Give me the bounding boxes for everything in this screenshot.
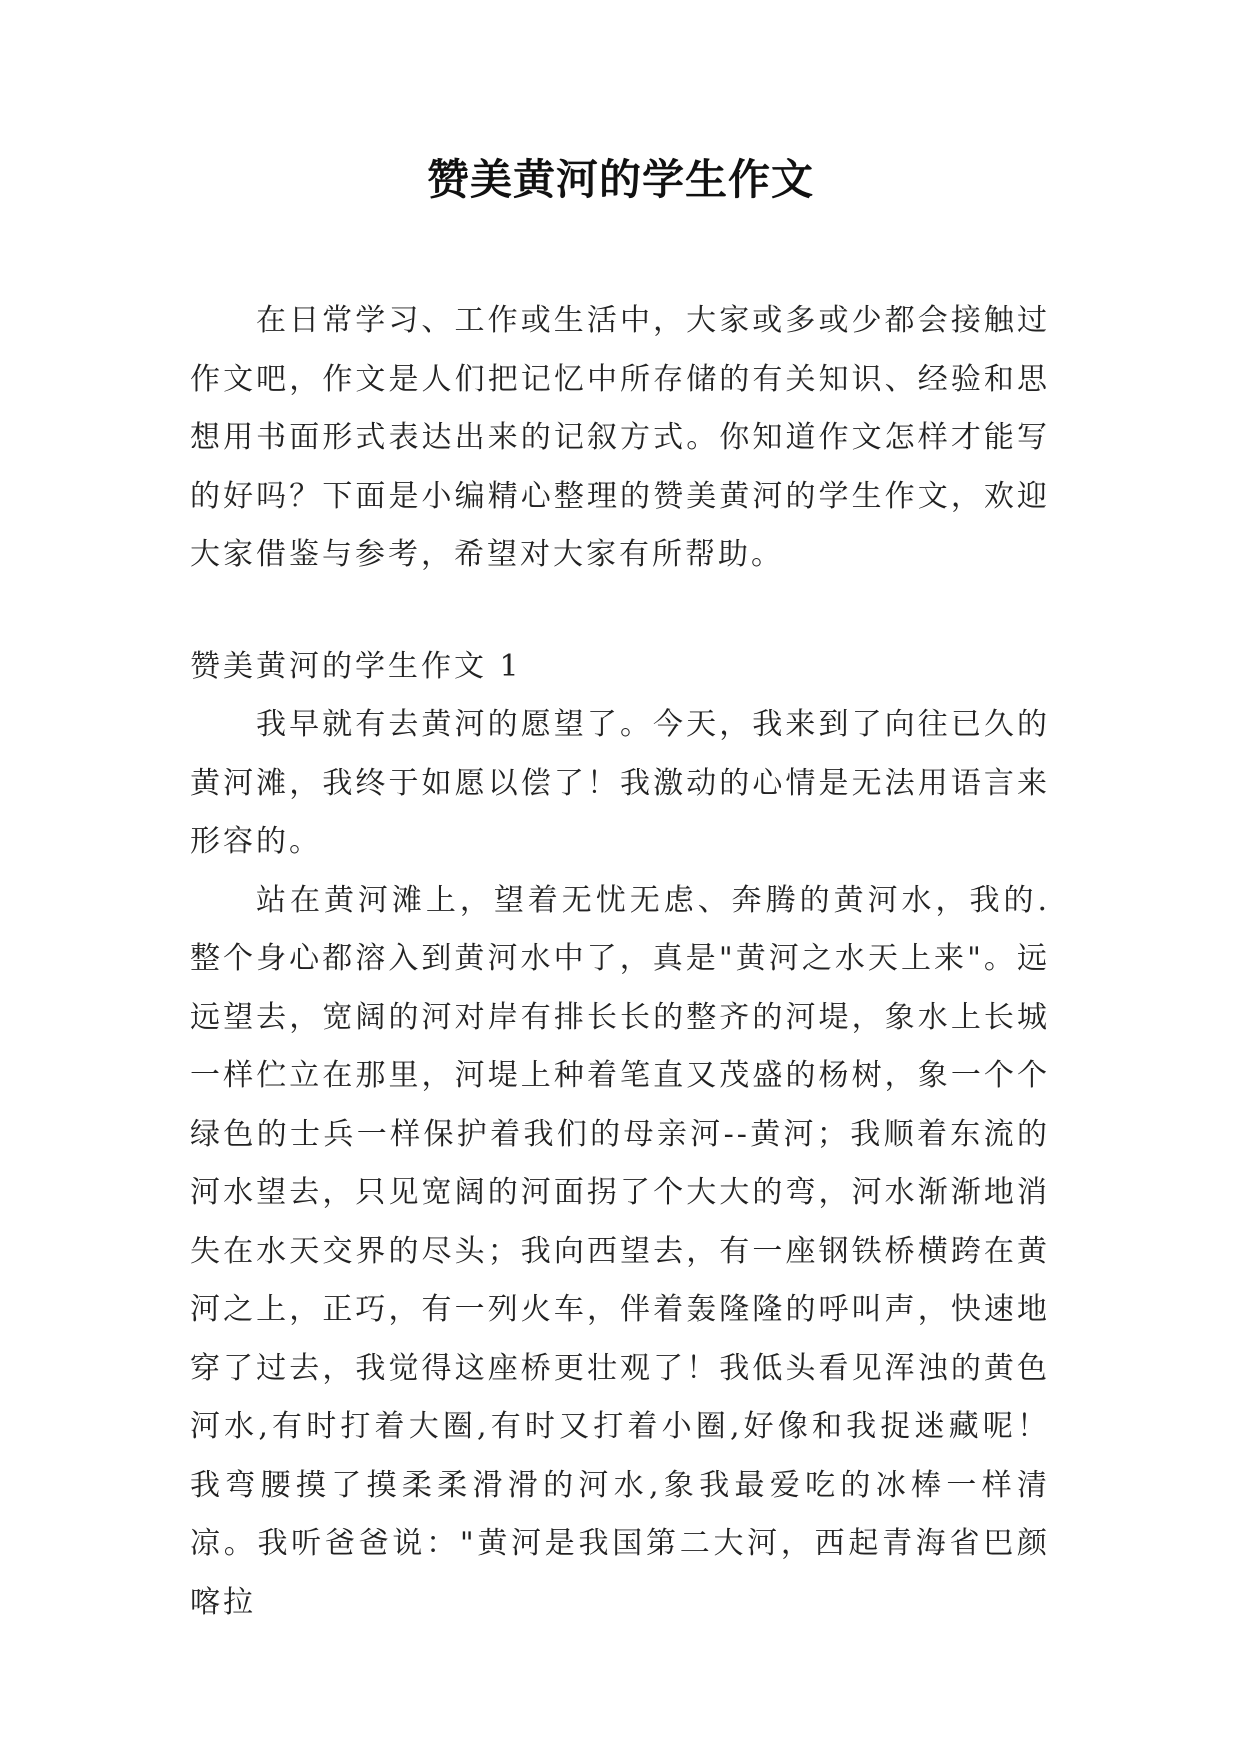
section-heading: 赞美黄河的学生作文 1 <box>190 649 522 684</box>
essay-paragraph-1: 我早就有去黄河的愿望了。今天，我来到了向往已久的黄河滩，我终于如愿以偿了！我激动的心情是无法用语言来形容的。 <box>190 707 1050 859</box>
intro-block <box>190 292 1050 585</box>
essay-paragraph-2: 站在黄河滩上，望着无忧无虑、奔腾的黄河水，我的.整个身心都溶入到黄河水中了，真是"黄河之水天上来"。远远望去，宽阔的河对岸有排长长的整齐的河堤，象水上长城一样伫立在那里，河堤上种着笔直又茂盛的杨树，象一个个绿色的士兵一样保护着我们的母亲河--黄河；我顺着东流的河水望去，只见宽阔的河面拐了个大大的弯，河水渐渐地消失在水天交界的尽头；我向西望去，有一座钢铁桥横跨在黄河之上，正巧，有一列火车，伴着轰隆隆的呼叫声，快速地穿了过去，我觉得这座桥更壮观了！我低头看见浑浊的黄色河水,有时打着大圈,有时又打着小圈,好像和我捉迷藏呢！我弯腰摸了摸柔柔滑滑的河水,象我最爱吃的冰棒一样清凉。我听爸爸说："黄河是我国第二大河，西起青海省巴颜喀拉 <box>190 882 1050 1620</box>
essay-body <box>190 696 1050 1632</box>
intro-paragraph: 在日常学习、工作或生活中，大家或多或少都会接触过作文吧，作文是人们把记忆中所存储的有关知识、经验和思想用书面形式表达出来的记叙方式。你知道作文怎样才能写的好吗？下面是小编精心整理的赞美黄河的学生作文，欢迎大家借鉴与参考，希望对大家有所帮助。 <box>190 303 1050 572</box>
document-title: 赞美黄河的学生作文 <box>426 155 814 204</box>
